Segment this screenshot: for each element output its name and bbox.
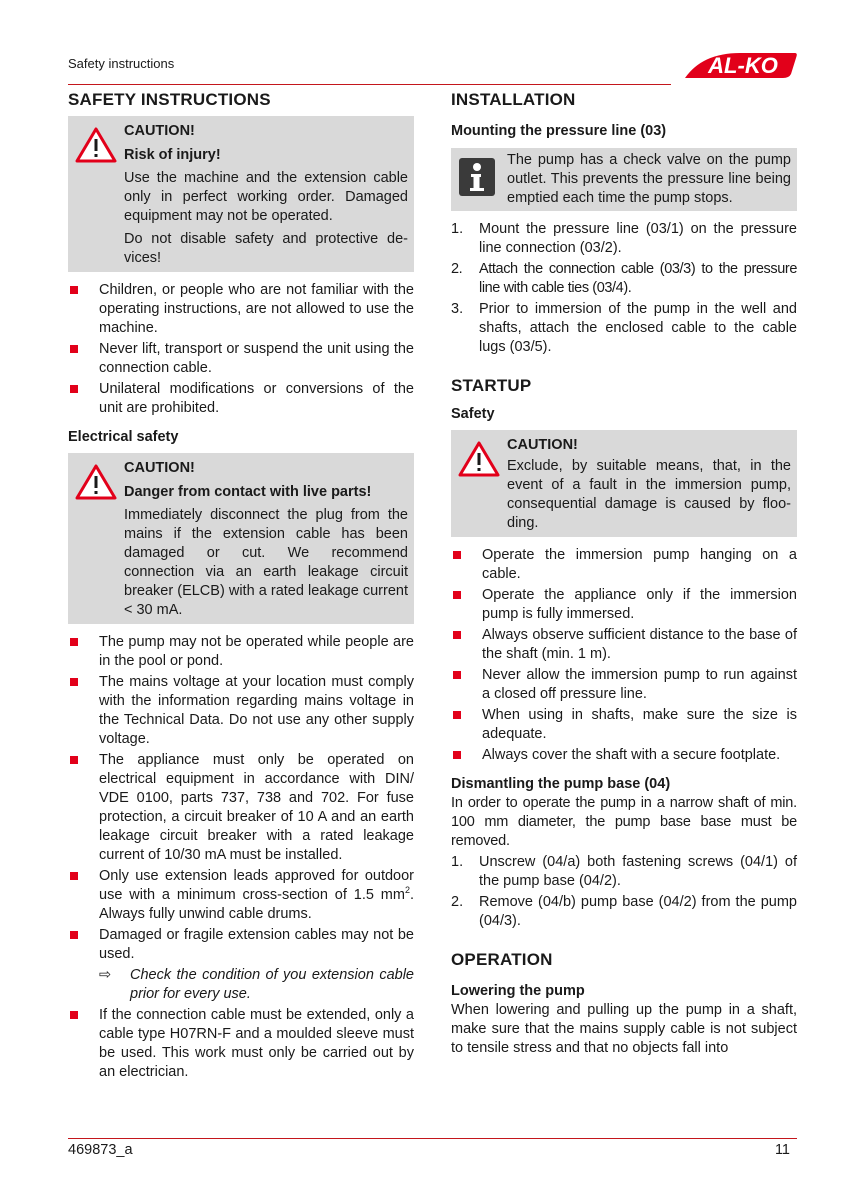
safety-instructions-heading: SAFETY INSTRUCTIONS [68, 90, 271, 109]
caution-box-live-parts [68, 453, 414, 624]
caution-text: Exclude, by suitable means, that, in the event of a fault in the immersion pump, consequential damage is caused by flooding. [507, 458, 791, 531]
warning-triangle-icon [74, 463, 118, 501]
alko-logo [683, 50, 798, 80]
svg-text:AL-KO: AL-KO [708, 53, 778, 78]
list-item: Unilateral modifications or conversions of the unit are prohibited. [68, 380, 414, 418]
list-item: 2. Remove (04/b) pump base (04/2) from the pump (04/3). [451, 894, 797, 929]
warning-triangle-icon [74, 126, 118, 164]
footer-divider [68, 1138, 797, 1139]
mounting-heading: Mounting the pressure line (03) [451, 123, 667, 139]
bullet-square-icon [70, 286, 78, 294]
electrical-safety-heading: Electrical safety [68, 429, 179, 445]
installation-heading: INSTALLATION [451, 90, 576, 109]
installation-steps [451, 220, 797, 357]
list-item: Only use extension leads approved for outdoor use with a minimum cross-section of 1.5 $mm^2$. Always fully unwind cable drums. [68, 867, 414, 924]
bullet-square-icon [453, 751, 461, 759]
list-item: Always observe sufficient distance to the base of the shaft (min. 1 m). [451, 626, 797, 664]
list-item: 2. Attach the connection cable (03/3) to the pressure line with cable ties (03/4). [451, 261, 797, 296]
list-item: When using in shafts, make sure the size is adequate. [451, 706, 797, 744]
bullet-square-icon [70, 931, 78, 939]
bullet-square-icon [70, 872, 78, 880]
list-item: Operate the appliance only if the immersion pump is fully immersed. [451, 586, 797, 624]
caution-title: CAUTION! [124, 460, 195, 476]
caution-subtitle: Danger from contact with live parts! [124, 484, 372, 500]
list-item: Operate the immersion pump hanging on a cable. [451, 546, 797, 584]
dismantling-heading: Dismantling the pump base (04) [451, 776, 671, 792]
list-item: Children, or people who are not familiar with the operating instructions, are not allowed to use the machine. [68, 281, 414, 338]
list-item: Never lift, transport or suspend the unit using the connection cable. [68, 340, 414, 378]
result-note: ⇨ Check the condition of you extension cable prior for every use. [99, 967, 414, 1002]
lowering-text: When lowering and pulling up the pump in a shaft, make sure that the mains supply cable is not subject to tensile stress and that no objects fall into [451, 1002, 797, 1056]
info-icon [457, 156, 497, 198]
info-box-check-valve [451, 148, 797, 211]
bullet-square-icon [70, 678, 78, 686]
bullet-square-icon [453, 711, 461, 719]
list-item: 1. Mount the pressure line (03/1) on the pressure line connection (03/2). [451, 221, 797, 256]
dismantling-steps [451, 853, 797, 931]
list-item: 3. Prior to immersion of the pump in the well and shafts, attach the enclosed cable to the cable lugs (03/5). [451, 301, 797, 355]
bullet-square-icon [453, 551, 461, 559]
dismantling-text: In order to operate the pump in a narrow shaft of min. 100 mm diameter, the pump base base must be removed. [451, 795, 797, 849]
caution-subtitle: Risk of injury! [124, 147, 221, 163]
result-arrow-icon: ⇨ [99, 967, 112, 983]
bullet-square-icon [453, 591, 461, 599]
caution-title: CAUTION! [124, 123, 195, 139]
caution-box-risk-of-injury [68, 116, 414, 272]
bullet-square-icon [453, 671, 461, 679]
bullet-square-icon [70, 638, 78, 646]
header-section-title: Safety instructions [68, 56, 175, 71]
bullet-square-icon [453, 631, 461, 639]
bullet-square-icon [70, 756, 78, 764]
bullet-square-icon [70, 345, 78, 353]
startup-bullet-list [451, 546, 797, 765]
left-column [68, 88, 414, 1084]
page-number: 11 [774, 1142, 790, 1158]
safety-bullet-list [68, 281, 414, 418]
bullet-square-icon [70, 1011, 78, 1019]
document-number: 469873_a [68, 1142, 133, 1158]
startup-heading: STARTUP [451, 376, 532, 395]
electrical-bullet-list [68, 633, 414, 1082]
safety-heading: Safety [451, 406, 495, 422]
caution-text: Immediately disconnect the plug from the mains if the extension cable has been damaged or cut. We recommend connection via an earth leakage circuit breaker (ELCB) with a rated leakage current < 30 mA. [124, 507, 408, 618]
list-item: 1. Unscrew (04/a) both fastening screws (04/1) of the pump base (04/2). [451, 854, 797, 889]
list-item: Damaged or fragile extension cables may not be used. ⇨ Check the condition of you extension cable prior for every use. [68, 926, 414, 1004]
list-item: Always cover the shaft with a secure footplate. [451, 746, 797, 765]
right-column [451, 88, 797, 1058]
caution-text: Use the machine and the extension cable only in perfect working order. Damaged equipment may not be operated. [124, 170, 408, 224]
caution-title: CAUTION! [507, 437, 578, 453]
header-divider [68, 84, 671, 85]
caution-box-flooding [451, 430, 797, 537]
warning-triangle-icon [457, 440, 501, 478]
bullet-square-icon [70, 385, 78, 393]
caution-text: Do not disable safety and protective devices! [124, 231, 408, 266]
list-item: The appliance must only be operated on electrical equipment in accordance with DIN/ VDE 0100, parts 737, 738 and 702. For fuse protection, a circuit breaker of 10 A and an earth leakage circuit breaker with a rated leakage current of 10/30 mA must be installed. [68, 751, 414, 865]
list-item: If the connection cable must be extended, only a cable type H07RN-F and a moulded sleeve must be used. This work must only be carried out by an electrician. [68, 1006, 414, 1082]
operation-heading: OPERATION [451, 950, 553, 969]
list-item: Never allow the immersion pump to run against a closed off pressure line. [451, 666, 797, 704]
list-item: The pump may not be operated while people are in the pool or pond. [68, 633, 414, 671]
lowering-heading: Lowering the pump [451, 983, 585, 999]
info-text: The pump has a check valve on the pump outlet. This prevents the pressure line being emptied each time the pump stops. [507, 152, 791, 206]
list-item: The mains voltage at your location must comply with the information regarding mains voltage in the Technical Data. Do not use any other supply voltage. [68, 673, 414, 749]
